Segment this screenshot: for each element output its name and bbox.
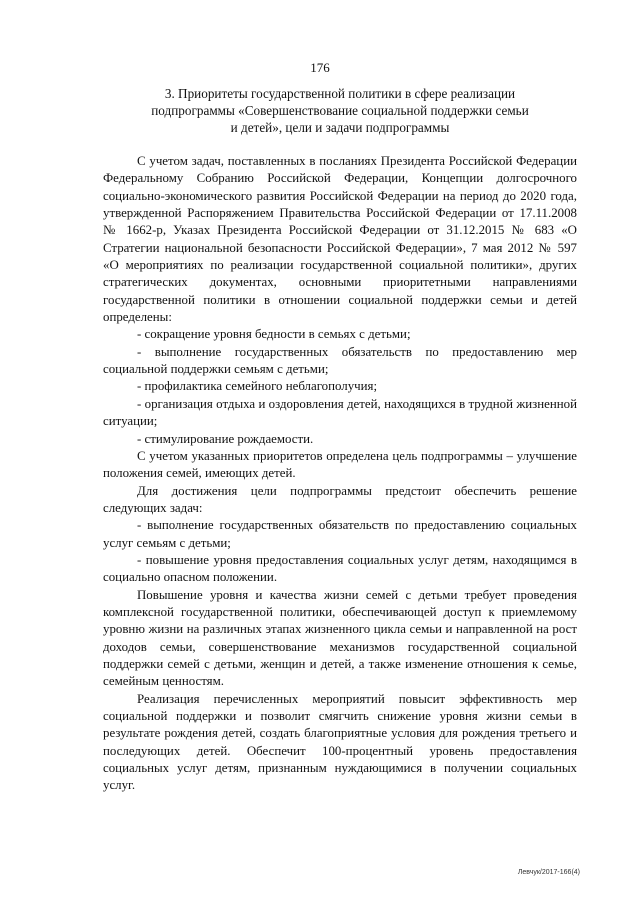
- section-title-line-1: 3. Приоритеты государственной политики в сфере реализации: [164, 86, 516, 101]
- list-item-birth-rate: - стимулирование рождаемости.: [137, 431, 314, 446]
- paragraph-priorities-intro: С учетом задач, поставленных в посланиях Президента Российской Федерации Федеральному Собранию Российской Федерации, Концепции долгосрочного социально-экономического развития Российской Федерации на период до 2020 года, утвержденной Распоряжением Правительства Российской Федерации от 17.11.2008 № 1662-р, Указах Президента Российской Федерации от 31.12.2015 № 683 «О Стратегии национальной безопасности Российской Федерации», 7 мая 2012 № 597 «О мероприятиях по реализации государственной социальной политики», других стратегических документах, основными приоритетными направлениями государственной политики в отношении социальной поддержки семьи и детей определены:: [103, 154, 577, 325]
- list-item-family-prevention: - профилактика семейного неблагополучия;: [137, 379, 378, 394]
- paragraph-quality-of-life: Повышение уровня и качества жизни семей с детьми требует проведения комплексной государственной политики, обеспечивающей доступ к приемлемому уровню жизни на различных этапах жизненного цикла семьи и направленной на рост доходов семьи, совершенствование механизмов государственной социальной поддержки семей с детьми, женщин и детей, а также изменение отношения к семье, семейным ценностям.: [103, 587, 577, 689]
- list-item-poverty-reduction: - сокращение уровня бедности в семьях с детьми;: [137, 327, 411, 342]
- section-title-line-2: подпрограммы «Совершенствование социальной поддержки семьи: [151, 103, 529, 118]
- list-item-children-recreation: - организация отдыха и оздоровления детей, находящихся в трудной жизненной ситуации;: [103, 396, 577, 429]
- section-title-line-3: и детей», цели и задачи подпрограммы: [230, 120, 450, 135]
- paragraph-implementation: Реализация перечисленных мероприятий повысит эффективность мер социальной поддержки и позволит смягчить снижение уровня жизни семьи в результате рождения детей, создать благоприятные условия для рождения третьего и последующих детей. Обеспечит 100-процентный уровень предоставления социальных услуг детям, признанным нуждающимися в получении социальных услуг.: [103, 691, 577, 793]
- document-body: [103, 153, 577, 795]
- footer-document-code: Левчук/2017-166(4): [517, 869, 580, 876]
- list-item-state-obligations: - выполнение государственных обязательств по предоставлению мер социальной поддержки семьям с детьми;: [103, 344, 577, 377]
- paragraph-goal: С учетом указанных приоритетов определена цель подпрограммы – улучшение положения семей, имеющих детей.: [103, 448, 577, 481]
- page-number: 176: [310, 60, 330, 75]
- list-item-task-children-danger: - повышение уровня предоставления социальных услуг детям, находящимся в социально опасном положении.: [103, 552, 577, 585]
- paragraph-tasks-intro: Для достижения цели подпрограммы предстоит обеспечить решение следующих задач:: [103, 483, 577, 515]
- section-title: [100, 85, 580, 136]
- list-item-task-social-services: - выполнение государственных обязательств по предоставлению социальных услуг семьям с детьми;: [103, 518, 577, 550]
